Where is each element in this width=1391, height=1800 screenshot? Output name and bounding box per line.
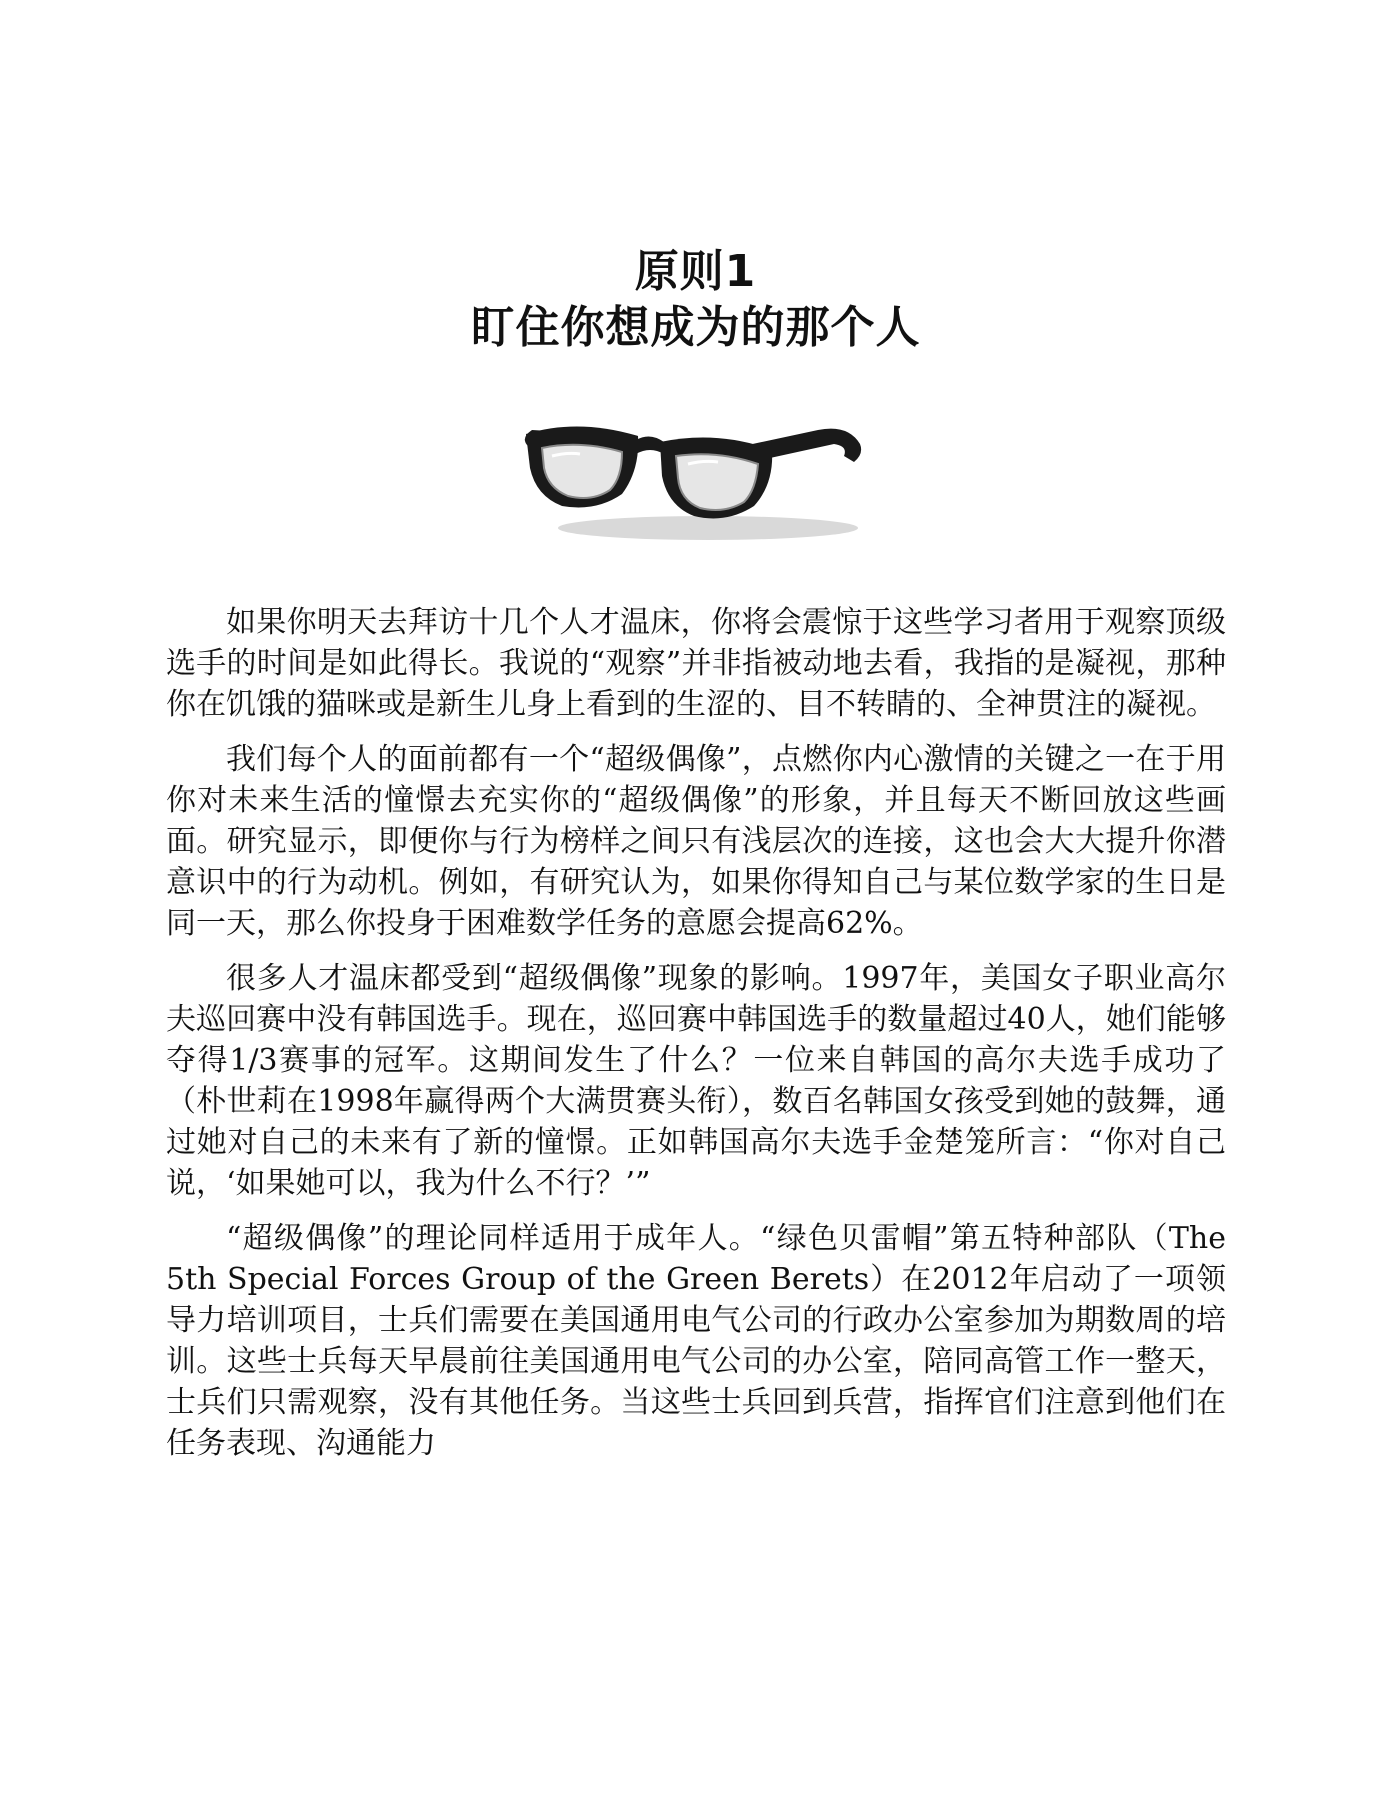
paragraph-1: 如果你明天去拜访十几个人才温床，你将会震惊于这些学习者用于观察顶级选手的时间是如此得长。我说的“观察”并非指被动地去看，我指的是凝视，那种你在饥饿的猫咪或是新生儿身上看到的生涩的、目不转睛的、全神贯注的凝视。 [166,605,1226,722]
body-text [166,602,1226,1478]
glasses-bridge [636,436,664,454]
chapter-title: 盯住你想成为的那个人 [470,302,921,353]
glasses-shadow [558,516,858,540]
paragraph-3: 很多人才温床都受到“超级偶像”现象的影响。1997年，美国女子职业高尔夫巡回赛中没有韩国选手。现在，巡回赛中韩国选手的数量超过40人，她们能够夺得1/3赛事的冠军。这期间发生了什么？一位来自韩国的高尔夫选手成功了（朴世莉在1998年赢得两个大满贯赛头衔），数百名韩国女孩受到她的鼓舞，通过她对自己的未来有了新的憧憬。正如韩国高尔夫选手金楚笼所言：“你对自己说，‘如果她可以，我为什么不行？’” [166,961,1226,1201]
eyeglasses-icon [518,410,878,545]
chapter-label: 原则1 [634,246,757,297]
paragraph-4: “超级偶像”的理论同样适用于成年人。“绿色贝雷帽”第五特种部队（The 5th Special Forces Group of the Green Berets）在2012年启动了一项领导力培训项目，士兵们需要在美国通用电气公司的行政办公室参加为期数周的培训。这些士兵每天早晨前往美国通用电气公司的办公室，陪同高管工作一整天，士兵们只需观察，没有其他任务。当这些士兵回到兵营，指挥官们注意到他们在任务表现、沟通能力 [166,1221,1226,1461]
paragraph-2: 我们每个人的面前都有一个“超级偶像”，点燃你内心激情的关键之一在于用你对未来生活的憧憬去充实你的“超级偶像”的形象，并且每天不断回放这些画面。研究显示，即便你与行为榜样之间只有浅层次的连接，这也会大大提升你潜意识中的行为动机。例如，有研究认为，如果你得知自己与某位数学家的生日是同一天，那么你投身于困难数学任务的意愿会提高62%。 [166,742,1226,941]
